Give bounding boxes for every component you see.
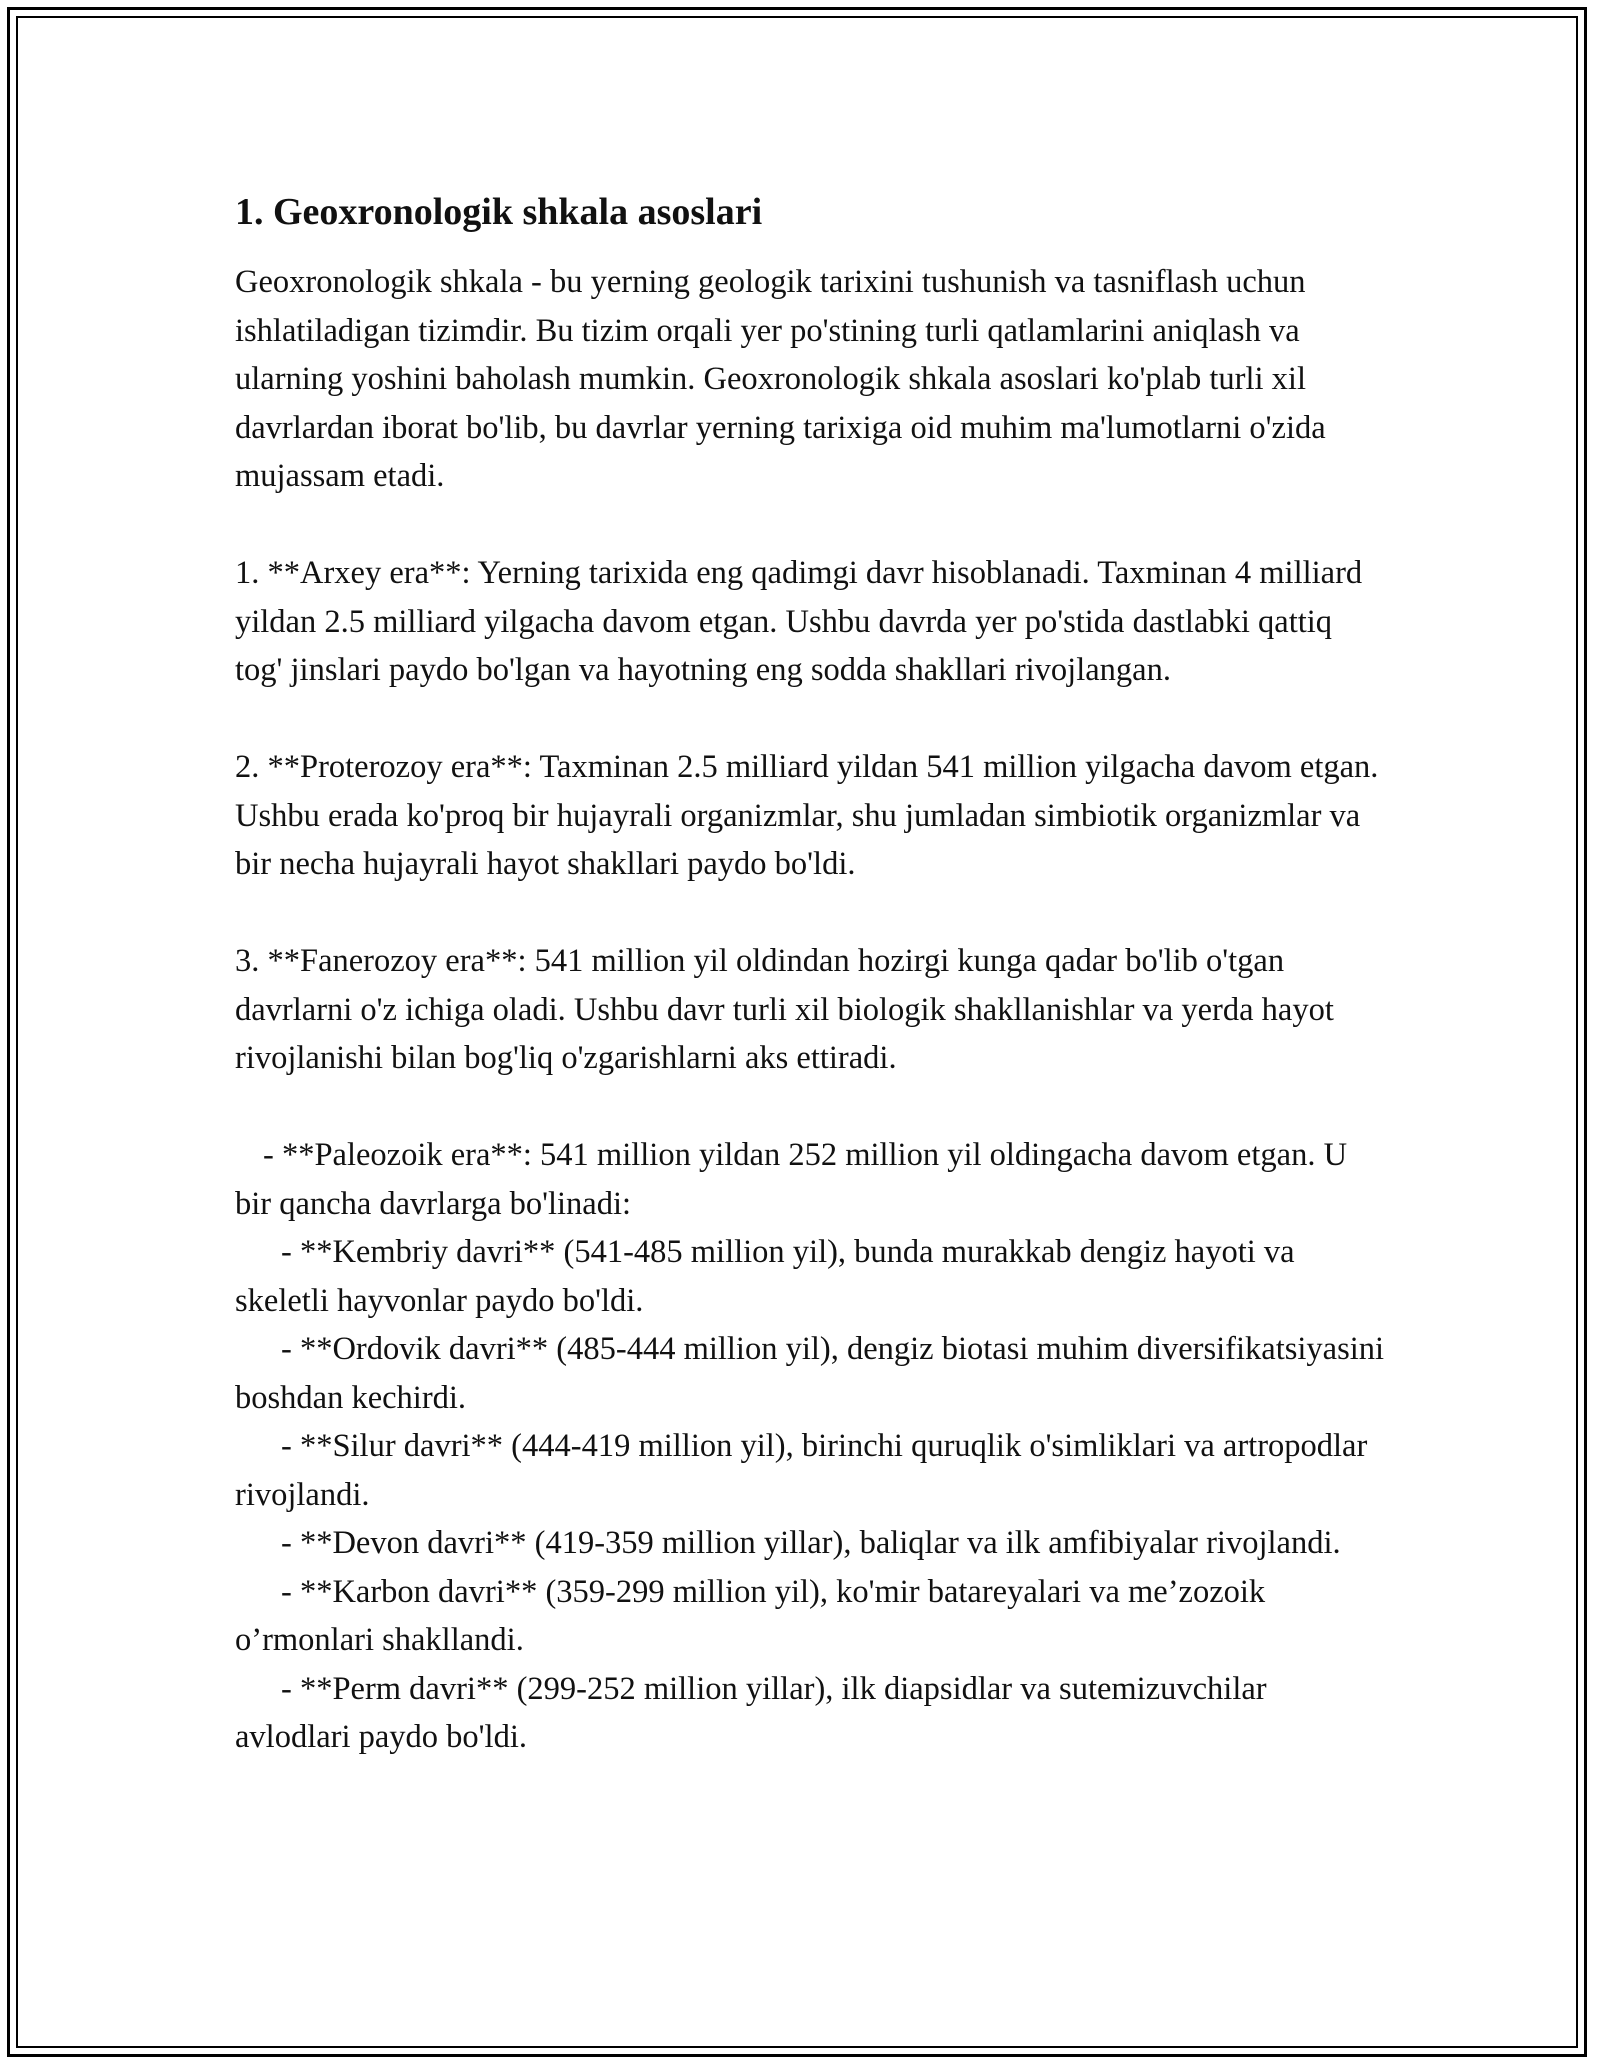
era-item-archean: 1. **Arxey era**: Yerning tarixida eng qadimgi davr hisoblanadi. Taxminan 4 milliard yildan 2.5 milliard yilgacha davom etgan. Ushbu davrda yer po'stida dastlabki qattiq tog' jinslari paydo bo'lgan va hayotning eng sodda shakllari rivojlangan. — [235, 555, 1371, 688]
paragraph-gap — [235, 501, 1385, 550]
paragraph-gap — [235, 695, 1385, 744]
section-title: 1. Geoxronologik shkala asoslari — [235, 191, 763, 233]
era-item-proterozoic: 2. **Proterozoy era**: Taxminan 2.5 milliard yildan 541 million yilgacha davom etgan. Ushbu erada ko'proq bir hujayrali organizmlar, shu jumladan simbiotik organizmlar va bir necha hujayrali hayot shakllari paydo bo'ldi. — [235, 749, 1387, 882]
period-cambrian: - **Kembriy davri** (541-485 million yil), bunda murakkab dengiz hayoti va skeletli hayvonlar paydo bo'ldi. — [235, 1234, 1303, 1319]
document-body — [235, 184, 1393, 1762]
period-carboniferous: - **Karbon davri** (359-299 million yil), ko'mir batareyalari va me’zozoik o’rmonlari shakllandi. — [235, 1573, 1274, 1658]
period-permian: - **Perm davri** (299-252 million yillar), ilk diapsidlar va sutemizuvchilar avlodlari paydo bo'ldi. — [235, 1670, 1275, 1755]
paragraph-gap — [235, 889, 1385, 938]
sub-item-paleozoic: - **Paleozoik era**: 541 million yildan 252 million yil oldingacha davom etgan. U bir qancha davrlarga bo'linadi: — [235, 1137, 1356, 1222]
paragraph-gap — [235, 1083, 1385, 1132]
intro-paragraph: Geoxronologik shkala - bu yerning geologik tarixini tushunish va tasniflash uchun ishlatiladigan tizimdir. Bu tizim orqali yer po'stining turli qatlamlarini aniqlash va ularning yoshini baholash mumkin. Geoxronologik shkala asoslari ko'plab turli xil davrlardan iborat bo'lib, bu davrlar yerning tarixiga oid muhim ma'lumotlarni o'zida mujassam etadi. — [235, 264, 1334, 494]
period-devonian: - **Devon davri** (419-359 million yillar), baliqlar va ilk amfibiyalar rivojlandi. — [281, 1525, 1341, 1561]
period-silurian: - **Silur davri** (444-419 million yil), birinchi quruqlik o'simliklari va artropodlar rivojlandi. — [235, 1428, 1376, 1513]
era-item-phanerozoic: 3. **Fanerozoy era**: 541 million yil oldindan hozirgi kunga qadar bo'lib o'tgan davrlarni o'z ichiga oladi. Ushbu davr turli xil biologik shakllanishlar va yerda hayot rivojlanishi bilan bog'liq o'zgarishlarni aks ettiradi. — [235, 943, 1342, 1076]
period-ordovician: - **Ordovik davri** (485-444 million yil), dengiz biotasi muhim diversifikatsiyasini boshdan kechirdi. — [235, 1331, 1393, 1416]
